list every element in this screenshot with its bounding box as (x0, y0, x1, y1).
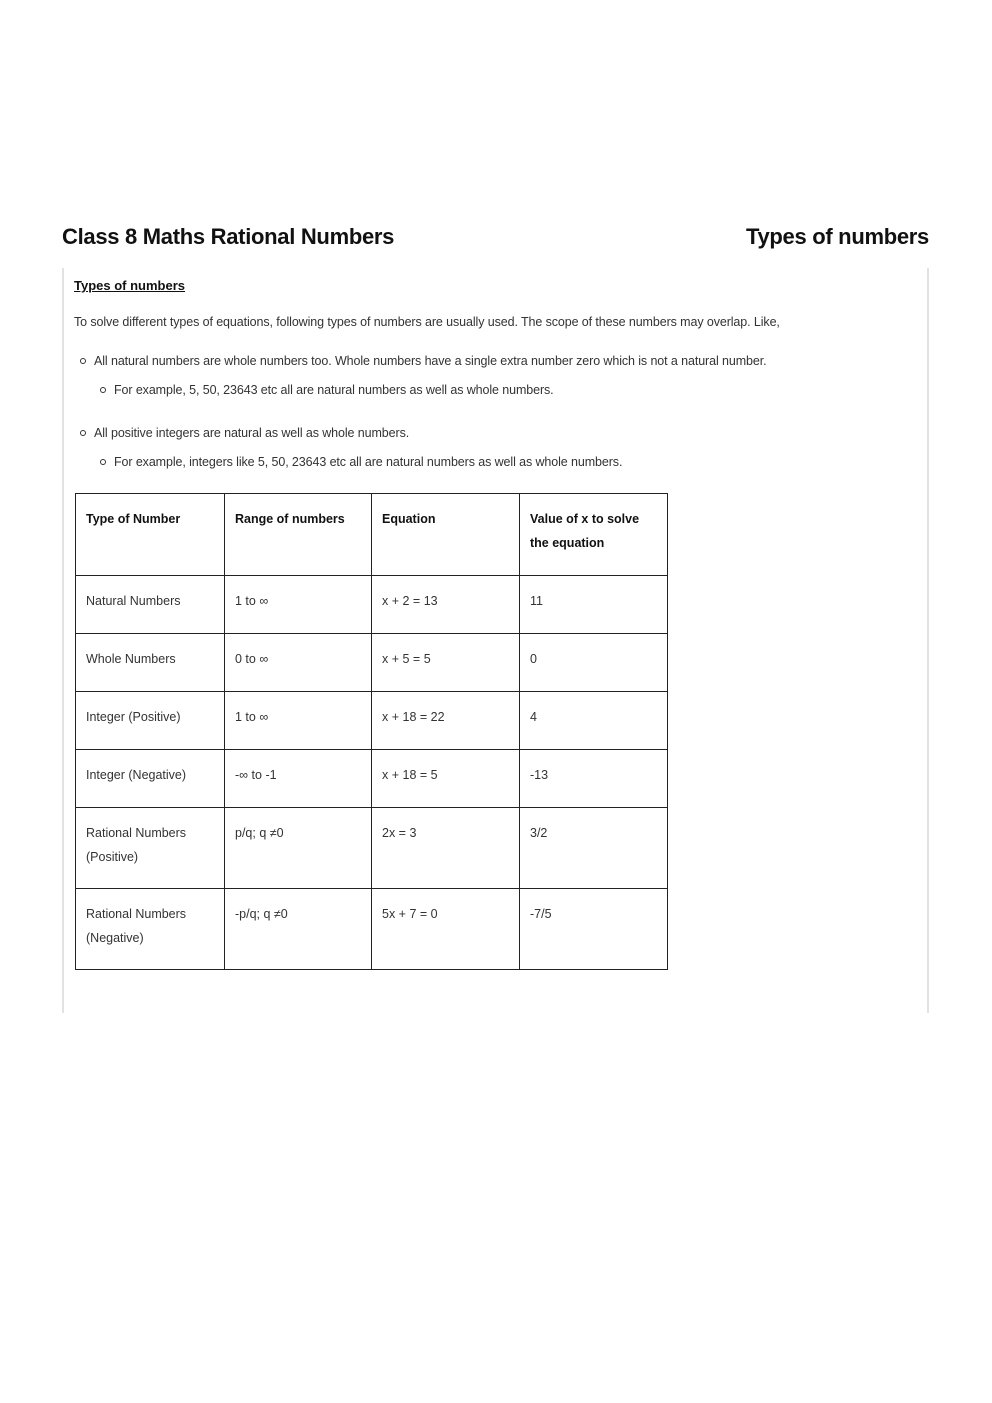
number-types-table (75, 493, 668, 970)
bullet-circle-icon (100, 459, 106, 465)
table-cell: 5x + 7 = 0 (372, 889, 520, 970)
table-row (76, 634, 668, 692)
bullet-circle-icon (80, 358, 86, 364)
table-header-cell: Equation (372, 494, 520, 576)
table-cell: 11 (520, 576, 668, 634)
table-cell: x + 2 = 13 (372, 576, 520, 634)
table-row (76, 808, 668, 889)
table-cell: -∞ to -1 (225, 750, 372, 808)
table-cell: Integer (Positive) (76, 692, 225, 750)
sub-list-item (100, 383, 554, 397)
table-cell: -7/5 (520, 889, 668, 970)
table-header-cell: Type of Number (76, 494, 225, 576)
table-cell: 2x = 3 (372, 808, 520, 889)
table-row (76, 692, 668, 750)
bullet-circle-icon (100, 387, 106, 393)
section-heading: Types of numbers (745, 224, 929, 249)
table-cell: x + 18 = 22 (372, 692, 520, 750)
table-cell: 4 (520, 692, 668, 750)
sub-list-item (100, 455, 622, 469)
table-cell: 0 (520, 634, 668, 692)
table-cell: Integer (Negative) (76, 750, 225, 808)
intro-paragraph: To solve different types of equations, following types of numbers are usually used. The scope of these numbers may overlap. Like, (74, 315, 780, 329)
list-item-text: All natural numbers are whole numbers too. Whole numbers have a single extra number zero which is not a natural number. (94, 354, 767, 368)
table-cell: 0 to ∞ (225, 634, 372, 692)
table-cell: p/q; q ≠0 (225, 808, 372, 889)
table-cell: Rational Numbers (Positive) (76, 808, 225, 889)
page-title: Class 8 Maths Rational Numbers (62, 224, 395, 249)
table-header-cell: Range of numbers (225, 494, 372, 576)
table-cell: x + 18 = 5 (372, 750, 520, 808)
table-cell: -p/q; q ≠0 (225, 889, 372, 970)
sub-list-item-text: For example, 5, 50, 23643 etc all are natural numbers as well as whole numbers. (114, 383, 554, 397)
table-cell: x + 5 = 5 (372, 634, 520, 692)
table-cell: Whole Numbers (76, 634, 225, 692)
page-header (62, 224, 929, 250)
sub-list-item-text: For example, integers like 5, 50, 23643 etc all are natural numbers as well as whole numbers. (114, 455, 623, 469)
list-item-text: All positive integers are natural as well as whole numbers. (94, 426, 410, 440)
table-header-cell: Value of x to solve the equation (520, 494, 668, 576)
bullet-circle-icon (80, 430, 86, 436)
table-cell: Rational Numbers (Negative) (76, 889, 225, 970)
table-cell: 3/2 (520, 808, 668, 889)
table-row (76, 889, 668, 970)
table-row (76, 576, 668, 634)
table-cell: 1 to ∞ (225, 576, 372, 634)
table-header-row (76, 494, 668, 576)
list-item (80, 354, 766, 368)
table-cell: 1 to ∞ (225, 692, 372, 750)
table-row (76, 750, 668, 808)
list-item (80, 426, 409, 440)
table-cell: Natural Numbers (76, 576, 225, 634)
table-cell: -13 (520, 750, 668, 808)
content-box (62, 268, 929, 1013)
section-title: Types of numbers (74, 278, 186, 293)
